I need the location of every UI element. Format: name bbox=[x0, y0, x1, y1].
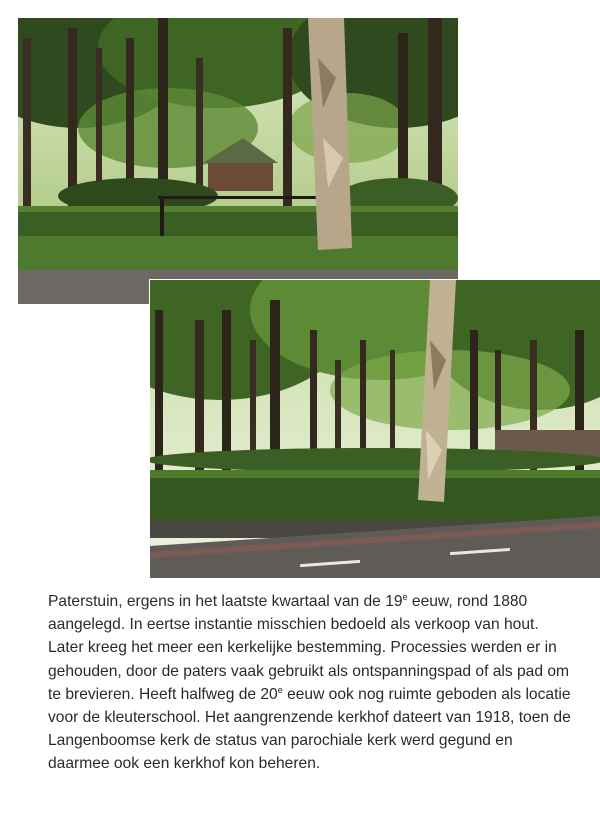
caption-part-1: Paterstuin, ergens in het laatste kwartaal van de 19 bbox=[48, 593, 403, 610]
photo-bottom-image bbox=[150, 280, 600, 578]
caption-superscript-2: e bbox=[277, 684, 283, 695]
photo-top-image bbox=[18, 18, 458, 304]
caption-part-2: eeuw, rond 1880 aangelegd. In eertse instantie misschien bedoeld als verkoop van hout. Later kreeg het meer een kerkelijke bestemming. Processies werden er in gehouden, door de paters vaak gebruikt als ontspanningspad of als pad om te brevieren. Heeft halfweg de 20 bbox=[48, 593, 570, 703]
caption-paragraph bbox=[48, 590, 578, 776]
photo-paterstuin-top bbox=[18, 18, 458, 304]
caption-superscript-1: e bbox=[402, 591, 408, 602]
caption-text bbox=[48, 590, 578, 776]
caption-part-3: eeuw ook nog ruimte geboden als locatie voor de kleuterschool. Het aangrenzende kerkhof dateert van 1918, toen de Langenboomse kerk de status van parochiale kerk werd gegund en daarmee ook een kerkhof kon beheren. bbox=[48, 685, 571, 773]
photo-paterstuin-bottom bbox=[150, 280, 600, 578]
